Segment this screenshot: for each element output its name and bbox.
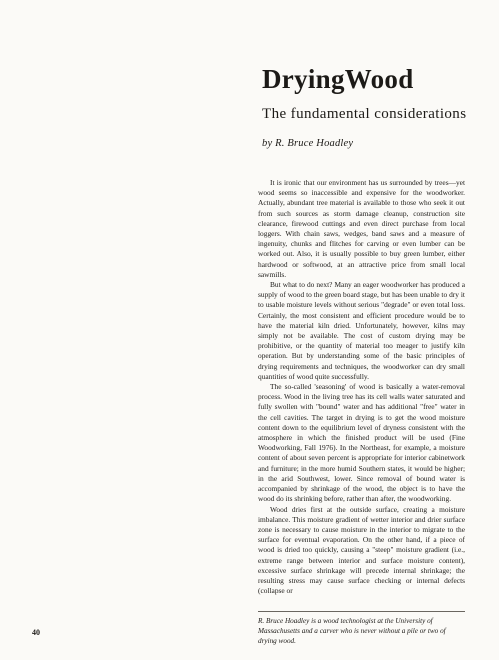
byline: by R. Bruce Hoadley <box>262 138 354 149</box>
body-paragraph: The so-called 'seasoning' of wood is basically a water-removal process. Wood in the living tree has its cell walls water saturated and fully swollen with "bound" water and has additional "free" water in the cell cavities. The target in drying is to get the wood moisture content down to the equilibrium level of dryness consistent with the atmosphere in which the finished product will be used (Fine Woodworking, Fall 1976). In the Northeast, for example, a moisture content of about seven percent is appropriate for interior cabinetwork and furniture; in the more humid Southern states, it would be higher; in the arid Southwest, lower. Since removal of bound water is accompanied by shrinkage of the wood, the object is to have the wood do its shrinking before, rather than after, the woodworking. <box>258 382 465 504</box>
body-paragraph: But what to do next? Many an eager woodworker has produced a supply of wood to the green board stage, but has been unable to dry it to usable moisture levels without serious "degrade" or even total loss. Certainly, the most consistent and efficient procedure would be to have the material kiln dried. Unfortunately, however, kilns may simply not be available. The cost of custom drying may be prohibitive, or the quantity of material too meager to justify kiln operation. But by understanding some of the basic principles of drying requirements and techniques, the woodworker can dry small quantities of wood quite successfully. <box>258 280 465 381</box>
article-subtitle: The fundamental considerations <box>262 106 467 122</box>
author-bio: R. Bruce Hoadley is a wood technologist at the University of Massachusetts and a carver who is never without a pile or two of drying wood. <box>258 617 446 645</box>
bio-divider <box>258 611 465 612</box>
page-number: 40 <box>32 628 40 637</box>
article-title: DryingWood <box>262 64 414 94</box>
body-paragraph: Wood dries first at the outside surface, creating a moisture imbalance. This moisture gradient of wetter interior and drier surface zone is necessary to cause moisture in the interior to migrate to the surface for eventual evaporation. On the other hand, if a piece of wood is dried too quickly, causing a "steep" moisture gradient (i.e., extreme range between interior and surface moisture content), excessive surface shrinkage will precede internal shrinkage; the resulting stress may cause surface checking or internal defects (collapse or <box>258 504 465 596</box>
article-body <box>258 178 465 606</box>
body-paragraph: It is ironic that our environment has us surrounded by trees—yet wood seems so inaccessible and expensive for the woodworker. Actually, abundant tree material is available to those who seek it out from such sources as storm damage cleanup, construction site clearance, firewood cuttings and even direct purchase from local loggers. With chain saws, wedges, band saws and a measure of ingenuity, chunks and flitches for carving or even lumber can be worked out. Also, it is usually possible to buy green lumber, either hardwood or softwood, at an attractive price from small local sawmills. <box>258 178 465 279</box>
